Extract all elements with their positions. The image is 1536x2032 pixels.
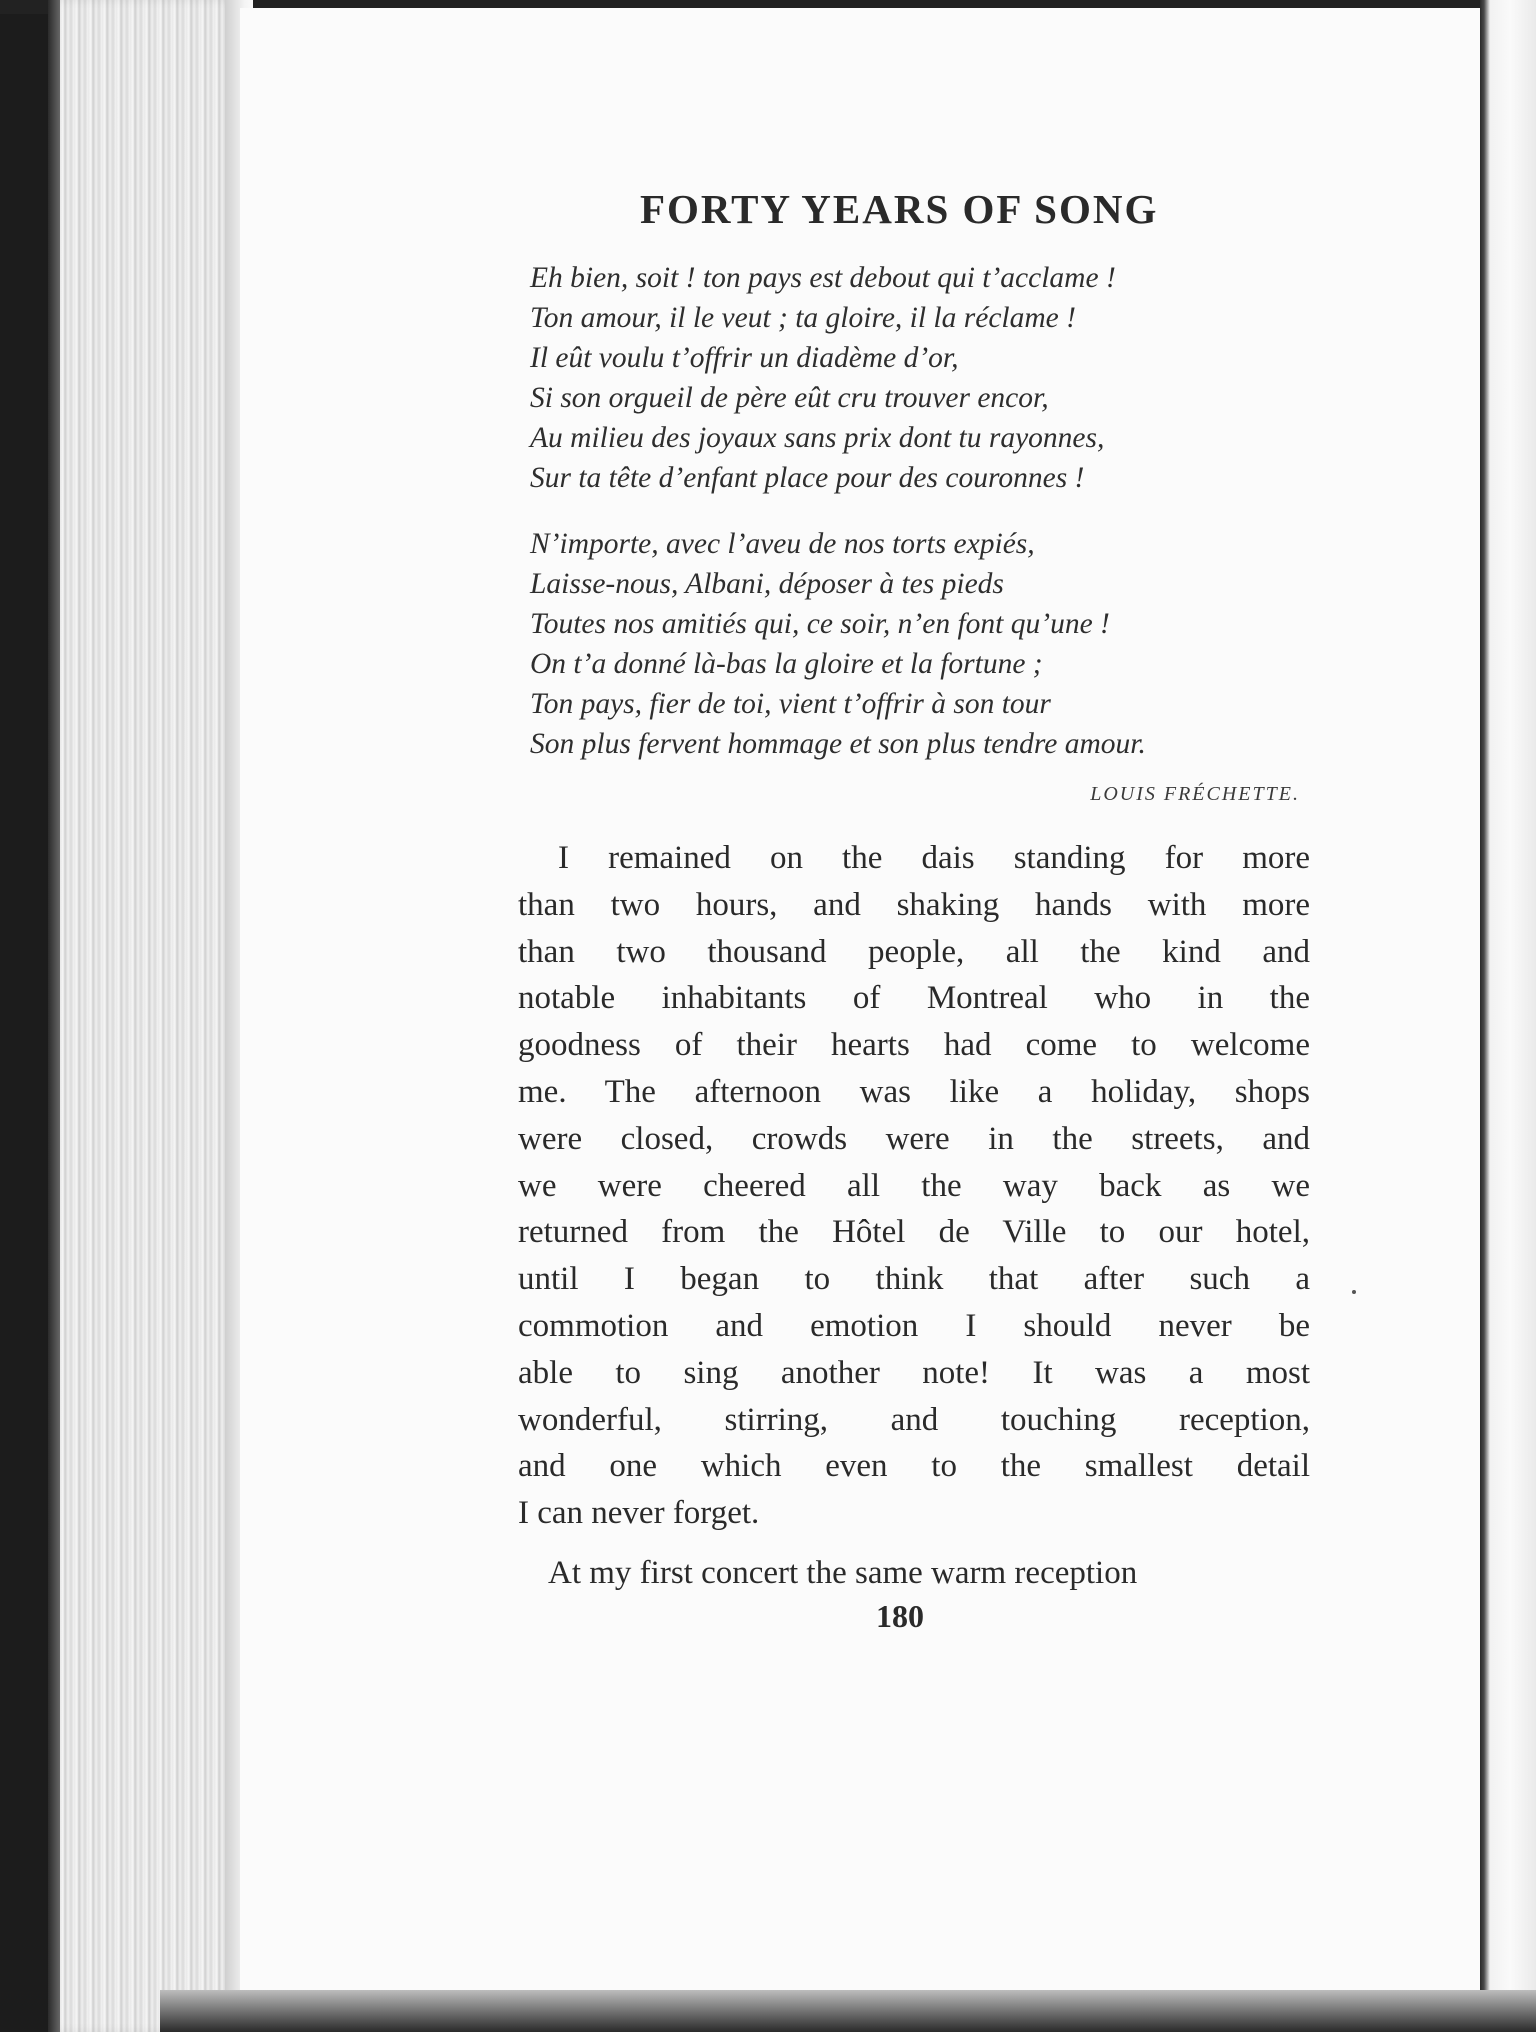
paragraph-line: I remained on the dais standing for more	[558, 840, 1310, 876]
paragraph-line: we were cheered all the way back as we	[518, 1167, 1310, 1204]
paragraph-line: commotion and emotion I should never be	[518, 1307, 1310, 1344]
poem-line: Ton amour, il le veut ; ta gloire, il la réclame !	[530, 302, 1076, 334]
stacked-page-edges	[60, 0, 250, 2032]
facing-page-edge	[1480, 0, 1536, 2032]
body-paragraph	[518, 835, 1310, 1537]
page-number: 180	[876, 1598, 924, 1634]
poem-line: Toutes nos amitiés qui, ce soir, n’en font qu’une !	[530, 608, 1110, 640]
poem-stanza-1	[530, 258, 1290, 498]
paragraph-line: notable inhabitants of Montreal who in the	[518, 980, 1310, 1017]
poem-line: Au milieu des joyaux sans prix dont tu rayonnes,	[530, 422, 1105, 454]
paragraph-line: than two hours, and shaking hands with more	[518, 886, 1310, 923]
paragraph-line: goodness of their hearts had come to welcome	[518, 1027, 1310, 1064]
poem-line: Si son orgueil de père eût cru trouver encor,	[530, 382, 1049, 414]
scan-speck	[1352, 1290, 1356, 1294]
poem-line: Il eût voulu t’offrir un diadème d’or,	[530, 342, 959, 374]
paragraph-line: until I began to think that after such a	[518, 1261, 1310, 1298]
poem-line: Ton pays, fier de toi, vient t’offrir à son tour	[530, 688, 1051, 720]
paragraph-line: returned from the Hôtel de Ville to our hotel,	[518, 1214, 1310, 1251]
paragraph-line: were closed, crowds were in the streets, and	[518, 1120, 1310, 1157]
poem-attribution: LOUIS FRÉCHETTE.	[1090, 783, 1300, 805]
scan-bottom-shadow	[160, 1990, 1536, 2032]
paragraph-line: and one which even to the smallest detail	[518, 1448, 1310, 1485]
next-paragraph-start: At my first concert the same warm reception	[548, 1555, 1138, 1591]
poem-line: On t’a donné là-bas la gloire et la fortune ;	[530, 648, 1043, 680]
paragraph-line: than two thousand people, all the kind and	[518, 933, 1310, 970]
poem-line: Son plus fervent hommage et son plus tendre amour.	[530, 728, 1146, 760]
poem-line: Laisse-nous, Albani, déposer à tes pieds	[530, 568, 1004, 600]
poem-stanza-2	[530, 524, 1290, 764]
poem-line: Sur ta tête d’enfant place pour des couronnes !	[530, 462, 1085, 494]
french-poem	[530, 258, 1290, 790]
running-head: FORTY YEARS OF SONG	[640, 186, 1159, 232]
paragraph-line: me. The afternoon was like a holiday, shops	[518, 1073, 1310, 1110]
poem-line: Eh bien, soit ! ton pays est debout qui t’acclame !	[530, 262, 1116, 294]
poem-line: N’importe, avec l’aveu de nos torts expiés,	[530, 528, 1035, 560]
paragraph-line: I can never forget.	[518, 1495, 760, 1532]
paragraph-line: able to sing another note! It was a most	[518, 1354, 1310, 1391]
paragraph-line: wonderful, stirring, and touching reception,	[518, 1401, 1310, 1438]
